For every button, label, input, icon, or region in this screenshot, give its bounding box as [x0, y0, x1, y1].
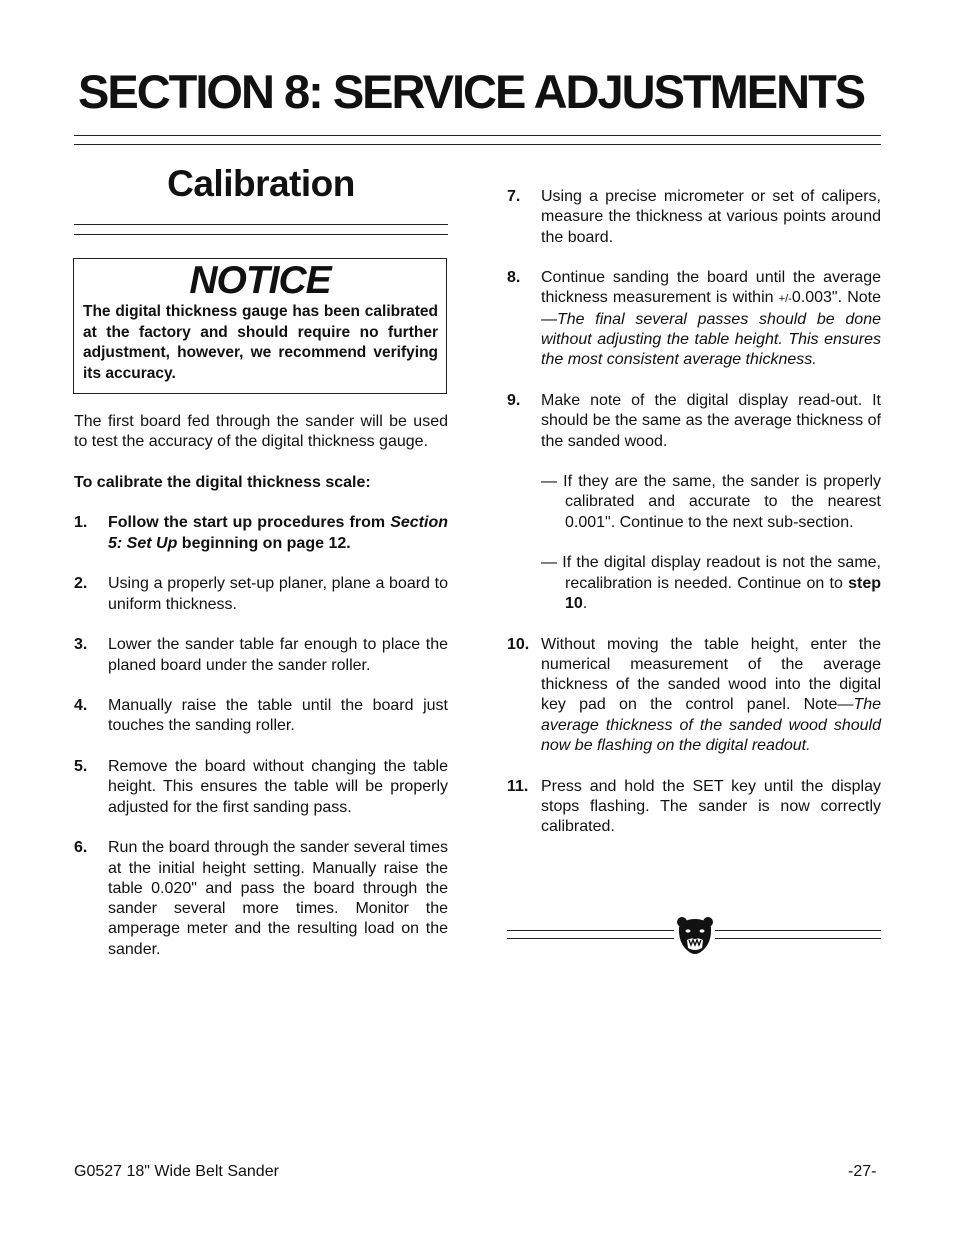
end-rule-right-bottom: [715, 938, 881, 939]
section-title: SECTION 8: SERVICE ADJUSTMENTS: [78, 65, 865, 118]
step-item: [507, 268, 881, 370]
footer-model: G0527 18" Wide Belt Sander: [74, 1163, 279, 1180]
step-number: 7.: [507, 188, 521, 205]
sub-step: — If they are the same, the sander is properly calibrated and accurate to the nearest 0.001". Continue to the next sub-section.: [541, 473, 881, 531]
calibration-rule-top: [74, 224, 448, 225]
bear-logo-icon: [676, 915, 714, 957]
step-item: [507, 391, 881, 452]
left-column: [74, 412, 448, 980]
calibration-heading: Calibration: [167, 163, 355, 204]
step-text: Using a precise micrometer or set of calipers, measure the thickness at various points around the board.: [541, 188, 881, 246]
step-text: Press and hold the SET key until the display stops flashing. The sander is now correctly calibrated.: [541, 777, 881, 836]
step-number: 5.: [74, 758, 88, 776]
end-rule-left-bottom: [507, 938, 674, 939]
title-rule-bottom: [74, 144, 881, 145]
step-item: [507, 777, 881, 838]
footer-page-number: -27-: [848, 1163, 877, 1180]
step-text: Lower the sander table far enough to place the planed board under the sander roller.: [108, 636, 448, 674]
step-item: [507, 187, 881, 248]
step-item: [74, 635, 448, 676]
step-text: Make note of the digital display read-out. It should be the same as the average thickness of the sanded wood.: [541, 391, 881, 450]
step-text: Without moving the table height, enter the numerical measurement of the average thickness of the sanded wood into the digital key pad on the control panel. Note—The average thickness of the sanded wood should now be flashing on the digital readout.: [541, 635, 881, 755]
step-text: Manually raise the table until the board just touches the sanding roller.: [108, 697, 448, 735]
step-number: 10.: [507, 635, 530, 653]
step-text: Using a properly set-up planer, plane a board to uniform thickness.: [108, 575, 448, 613]
notice-box: [73, 258, 447, 394]
notice-title: NOTICE: [189, 259, 331, 302]
step-item: [74, 696, 448, 737]
step-number: 11.: [507, 777, 529, 795]
step-link: step 10: [565, 574, 881, 612]
notice-text: The digital thickness gauge has been calibrated at the factory and should require no further adjustment, however, we recommend verifying its accuracy.: [83, 303, 438, 382]
calibration-rule-bottom: [74, 234, 448, 235]
step-item: [74, 838, 448, 960]
step-text: Continue sanding the board until the average thickness measurement is within +/-0.003". Note—The final several passes should be done without adjusting the table height. This ensures the most consistent average thickness.: [541, 269, 881, 369]
step-text: Run the board through the sander several times at the initial height setting. Manually raise the table 0.020" and pass the board through the sander several more times. Monitor the amperage meter and the resulting load on the sander.: [108, 839, 448, 958]
step-number: 9.: [507, 391, 521, 409]
right-column: [507, 187, 881, 858]
end-rule-right-top: [715, 930, 881, 931]
section-reference: Section 5: Set Up: [108, 514, 448, 552]
title-rule-top: [74, 135, 881, 136]
step-number: 6.: [74, 839, 88, 857]
step-item: [74, 757, 448, 818]
step-item: [507, 635, 881, 757]
intro-paragraph: The first board fed through the sander will be used to test the accuracy of the digital thickness gauge.: [74, 413, 448, 451]
step-note: The average thickness of the sanded wood should now be flashing on the digital readout.: [541, 696, 881, 755]
step-item: [74, 574, 448, 615]
step-number: 4.: [74, 697, 88, 715]
sub-step: — If the digital display readout is not the same, recalibration is needed. Continue on to step 10.: [541, 554, 881, 612]
step-text: Follow the start up procedures from Section 5: Set Up beginning on page 12.: [108, 514, 448, 552]
end-rule-left-top: [507, 930, 674, 931]
procedure-heading: To calibrate the digital thickness scale:: [74, 473, 371, 491]
step-item: [74, 513, 448, 554]
step-number: 8.: [507, 269, 521, 287]
step-text: Remove the board without changing the table height. This ensures the table will be properly adjusted for the first sanding pass.: [108, 758, 448, 816]
step-number: 2.: [74, 575, 88, 593]
tolerance-symbol: +/-: [778, 293, 792, 306]
step-note: The final several passes should be done without adjusting the table height. This ensures the most consistent average thickness.: [541, 310, 881, 369]
step-number: 1.: [74, 514, 88, 532]
step-number: 3.: [74, 636, 88, 654]
